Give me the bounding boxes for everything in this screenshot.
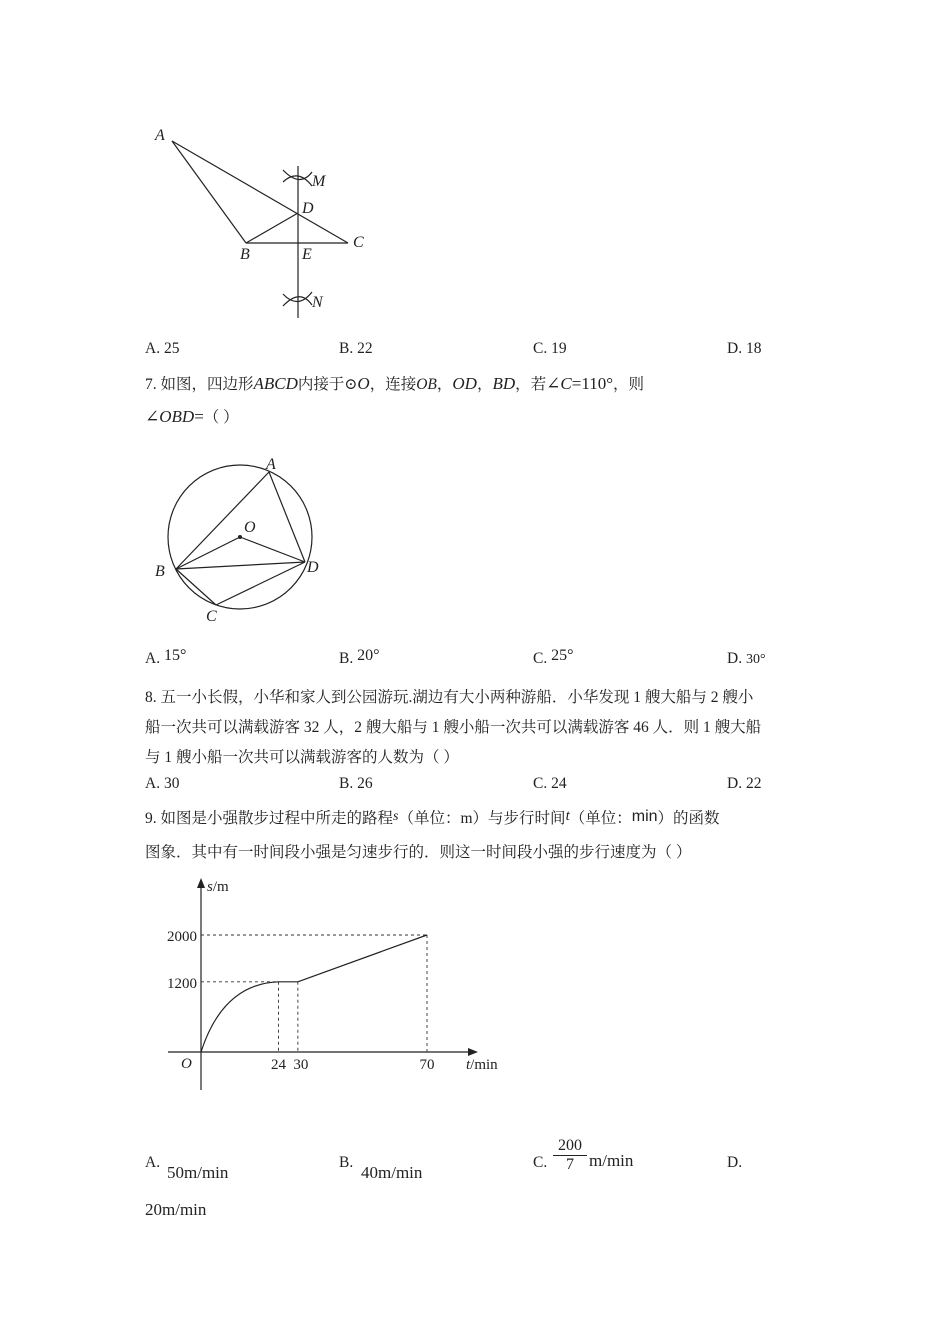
q6-option-b: B. 22 [339, 340, 373, 357]
arc-n-2 [283, 297, 312, 306]
q6-option-c: C. 19 [533, 340, 567, 357]
label-b-q7: B [155, 563, 165, 580]
label-a: A [155, 127, 165, 144]
label-b: B [240, 246, 250, 263]
q7-quad: ABCD [253, 374, 298, 393]
arc-n-1 [283, 292, 312, 302]
seg-ab-q7 [176, 472, 269, 569]
q7-stem-line1 [145, 372, 644, 394]
x-tick-70: 70 [419, 1057, 435, 1073]
arc-m-2 [283, 170, 312, 180]
seg-cd-q7 [216, 562, 305, 605]
q8-option-b: B. 26 [339, 775, 373, 792]
q9-option-c-denominator: 7 [566, 1156, 574, 1173]
q9-option-b-label: B. [339, 1154, 354, 1171]
q7-stem-line2 [145, 405, 239, 427]
x-tick-24: 24 [270, 1057, 286, 1073]
label-n: N [312, 294, 323, 311]
q9-unit-min: min [631, 808, 658, 825]
seg-ad-q7 [269, 472, 305, 562]
q7-option-c: C. 25° [533, 647, 574, 667]
q7-circle-name: O [357, 374, 370, 393]
q9-option-c-fraction [553, 1137, 587, 1174]
center-dot-o [238, 535, 242, 539]
q9-part3: ）与步行时间 [472, 810, 566, 827]
q9-stem-line2: 图象．其中有一时间段小强是匀速步行的．则这一时间段小强的步行速度为（ ） [145, 844, 692, 861]
arc-m-1 [283, 176, 312, 186]
q7-option-b: B. 20° [339, 647, 380, 667]
q6-option-d: D. 18 [727, 340, 762, 357]
q8-stem-line1: 8. 五一小长假，小华和家人到公园游玩.湖边有大小两种游船．小华发现 1 艘大船与 2 艘小 [145, 689, 754, 706]
q8-option-a: A. 30 [145, 775, 180, 792]
q9-option-d-value: 20m/min [145, 1200, 207, 1219]
q9-part5: ）的函数 [657, 810, 720, 827]
q8-stem-line3: 与 1 艘小船一次共可以满载游客的人数为（ ） [145, 749, 459, 766]
seg-bd-q7 [176, 562, 305, 569]
q7-option-a: A. 15° [145, 647, 187, 667]
q7-sep2: ， [476, 376, 493, 393]
q9-option-c-label: C. [533, 1154, 548, 1171]
label-a-q7: A [266, 456, 276, 473]
series-segment-uniform [298, 935, 427, 982]
label-c: C [353, 234, 364, 251]
q7-sep1: ， [436, 376, 453, 393]
circle-o [168, 465, 312, 609]
label-o-q7: O [244, 519, 256, 536]
q9-part1: 9. 如图是小强散步过程中所走的路程 [145, 810, 394, 827]
label-e: E [302, 246, 312, 263]
q7-equals: = [194, 407, 204, 426]
q7-suffix: ，则 [613, 376, 645, 393]
q7-mid1: 内接于 [297, 376, 345, 393]
y-axis-arrow [197, 878, 205, 888]
q9-unit-m: m [460, 810, 473, 827]
q7-angle-obd: ∠OBD [145, 407, 195, 426]
seg-ac [172, 141, 348, 243]
q9-option-c-numerator: 200 [553, 1137, 587, 1156]
q7-seg-ob: OB [416, 376, 437, 393]
q7-angle-c: ∠C [546, 374, 572, 393]
y-tick-2000: 2000 [167, 929, 197, 945]
q9-option-d-label: D. [727, 1154, 743, 1171]
seg-ob-q7 [176, 537, 240, 569]
q7-seg-od: OD [452, 374, 477, 393]
q8-option-c: C. 24 [533, 775, 567, 792]
q7-angle-value: =110° [571, 374, 614, 393]
x-axis-arrow [468, 1048, 478, 1056]
q8-option-d: D. 22 [727, 775, 762, 792]
q9-option-a-label: A. [145, 1154, 161, 1171]
origin-label: O [181, 1056, 192, 1072]
y-axis-label: s/m [207, 879, 229, 895]
q9-var-t: t [565, 808, 570, 824]
q7-paren: （ ） [203, 409, 239, 426]
label-d-q7: D [307, 559, 319, 576]
q8-stem-line2: 船一次共可以满载游客 32 人，2 艘大船与 1 艘小船一次共可以满载游客 46 人．则 1 艘大船 [145, 719, 762, 736]
q9-var-s: s [393, 809, 399, 824]
q7-mid2: ，连接 [369, 376, 417, 393]
q7-option-d: D. 30° [727, 650, 766, 667]
q9-part4: （单位： [569, 810, 632, 827]
q6-option-a: A. 25 [145, 340, 180, 357]
q7-seg-bd: BD [492, 374, 516, 393]
q7-circle-symbol: ⊙ [344, 376, 358, 393]
x-tick-30: 30 [293, 1057, 309, 1073]
series-segment-accelerating [201, 982, 278, 1052]
label-d: D [302, 200, 314, 217]
seg-od-q7 [240, 537, 305, 562]
q9-option-a-value: 50m/min [167, 1163, 229, 1182]
y-tick-1200: 1200 [167, 975, 197, 992]
q7-prefix: 7. 如图，四边形 [145, 376, 254, 393]
q9-option-c-unit: m/min [589, 1151, 634, 1170]
seg-ab [172, 141, 246, 243]
q9-part2: （单位： [398, 810, 461, 827]
q7-mid3: ，若 [515, 376, 547, 393]
label-c-q7: C [206, 608, 217, 625]
q9-stem-line1 [145, 806, 720, 828]
seg-bc-q7 [176, 569, 216, 605]
seg-bd [246, 213, 298, 243]
q9-option-b-value: 40m/min [361, 1163, 423, 1182]
label-m: M [312, 173, 326, 190]
x-axis-label: t/min [466, 1057, 498, 1073]
